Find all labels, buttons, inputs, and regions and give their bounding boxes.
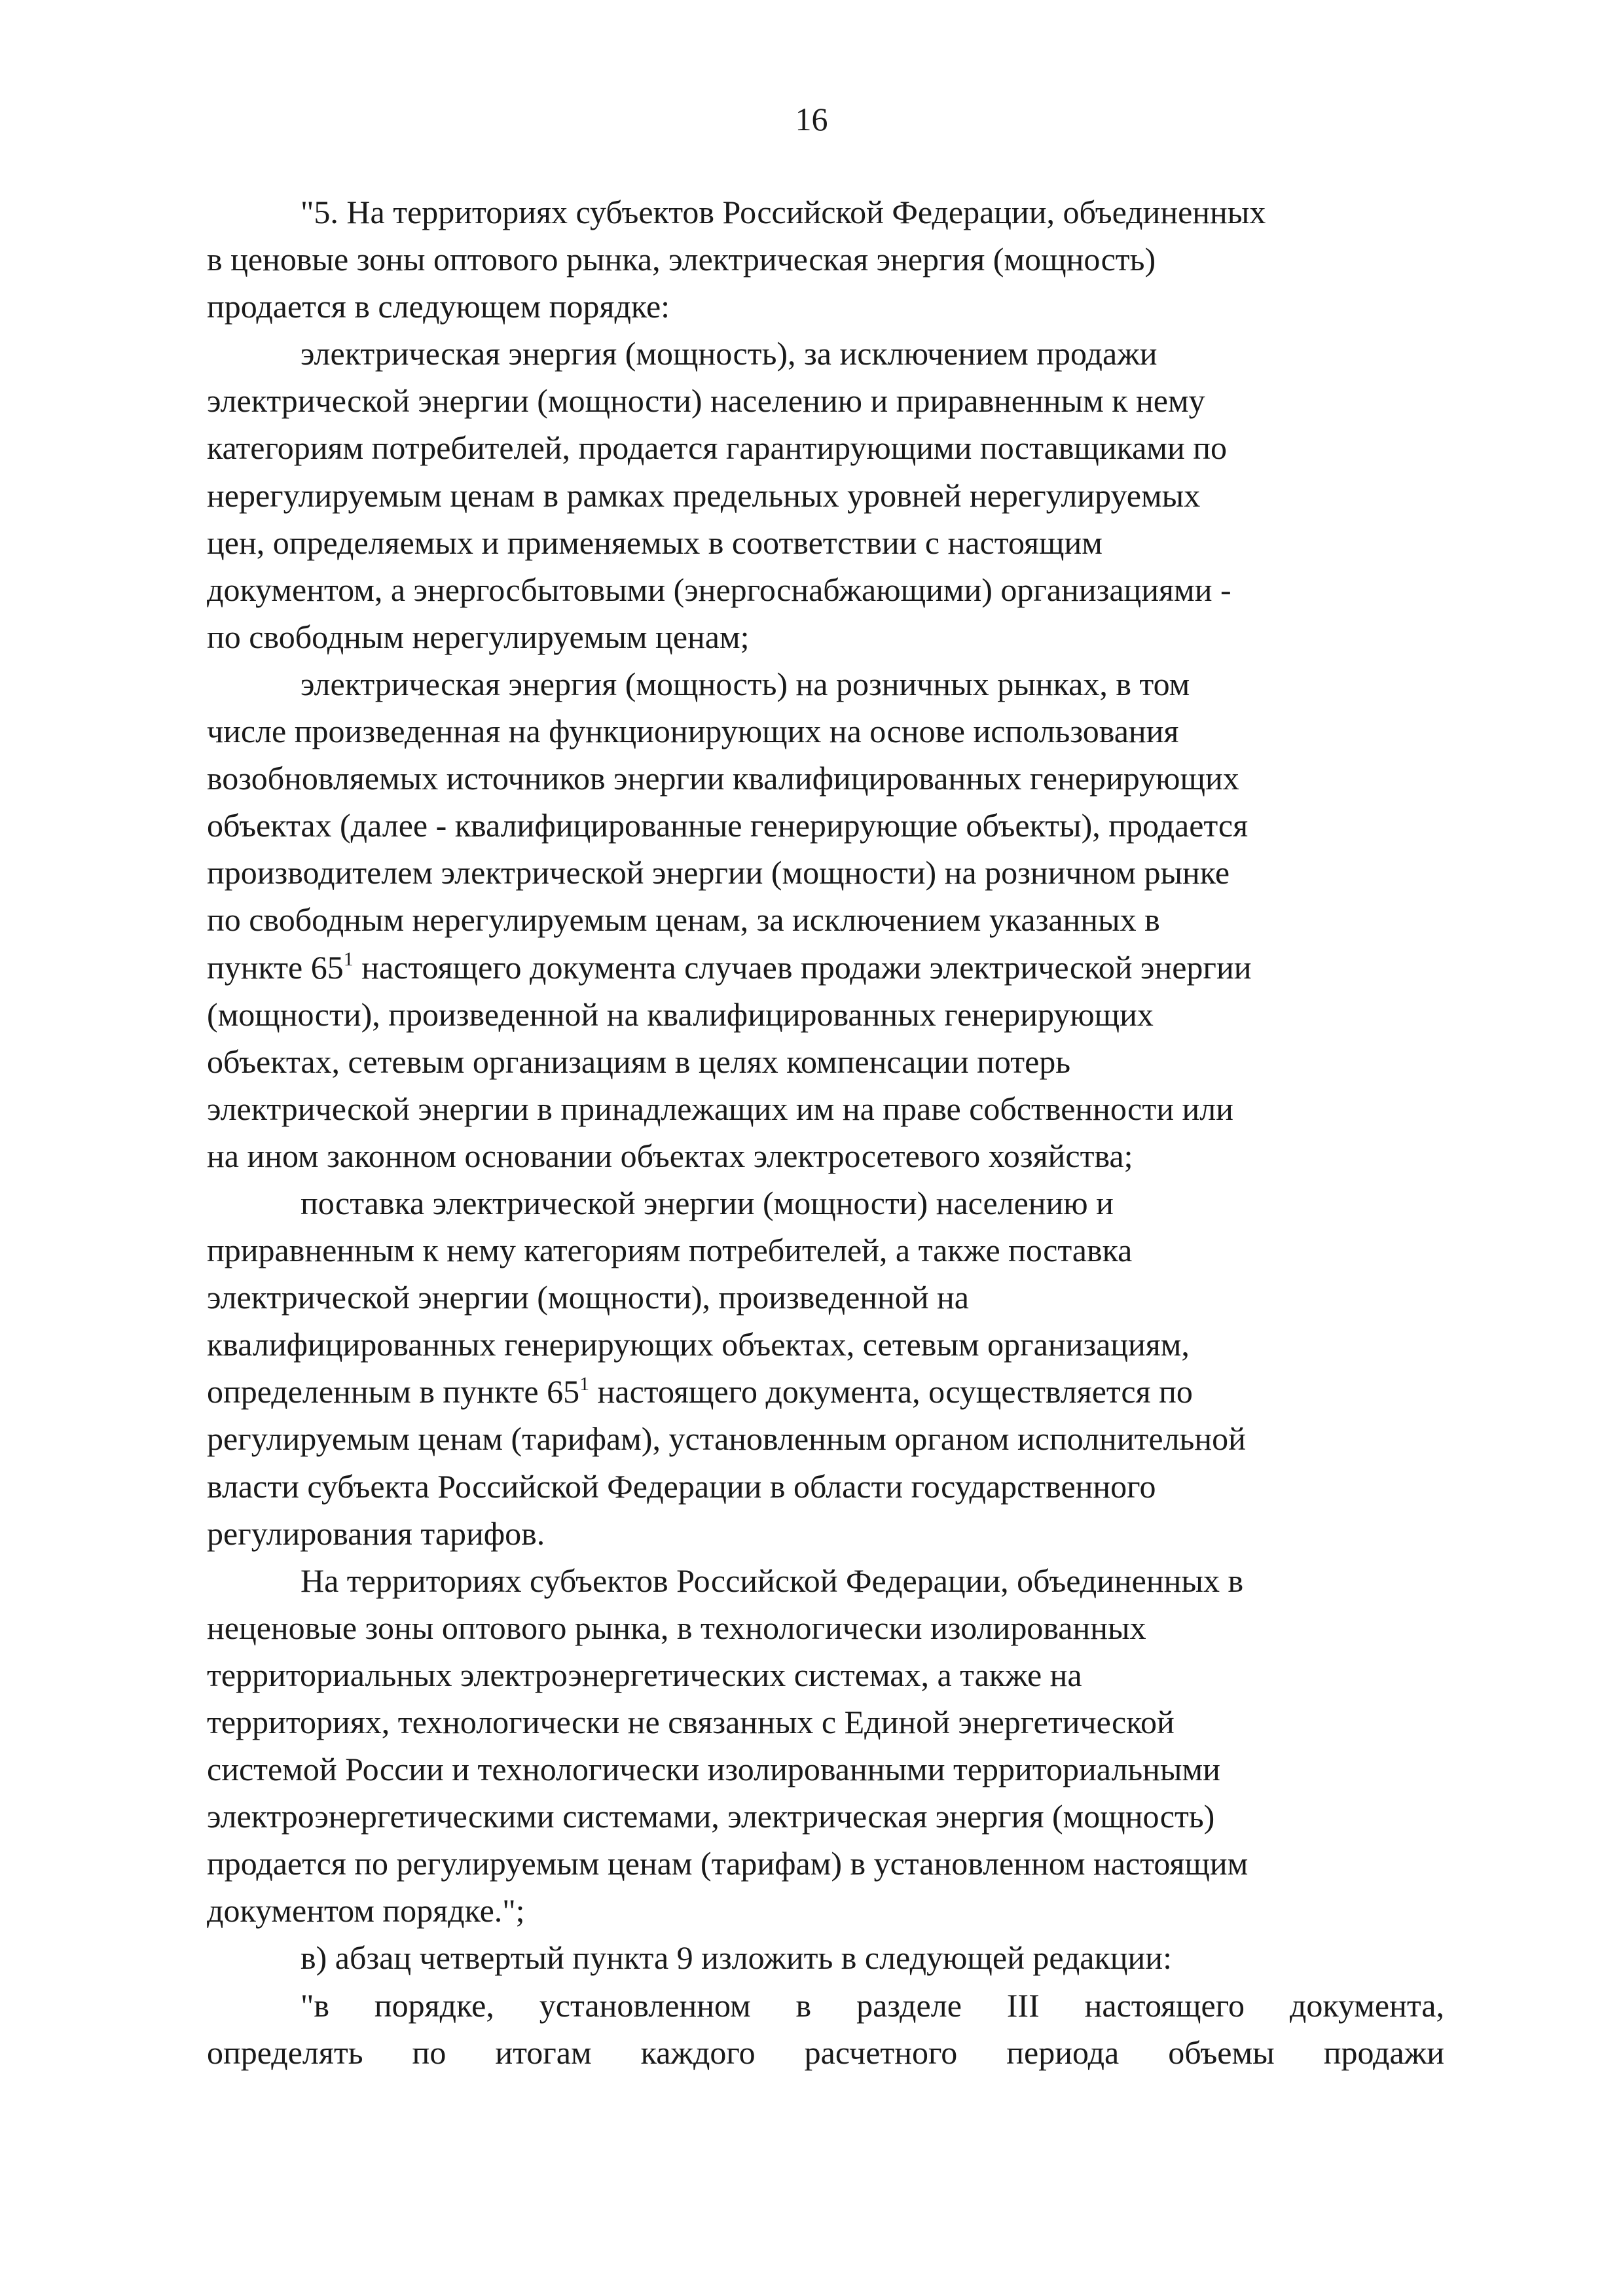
text-line: числе произведенная на функционирующих на основе использования (207, 713, 1179, 750)
text-line: документом, а энергосбытовыми (энергоснабжающими) организациями - (207, 571, 1231, 608)
text-line: цен, определяемых и применяемых в соответствии с настоящим (207, 524, 1103, 561)
text-line: продается в следующем порядке: (207, 288, 670, 325)
text-line: (мощности), произведенной на квалифицированных генерирующих (207, 996, 1154, 1033)
text-line: категориям потребителей, продается гарантирующими поставщиками по (207, 429, 1228, 467)
text-line: объектах (далее - квалифицированные генерирующие объекты), продается (207, 807, 1249, 844)
text-segment: определенным в пункте 65 (207, 1373, 580, 1410)
text-line: электроэнергетическими системами, электрическая энергия (мощность) (207, 1798, 1215, 1835)
text-line: определять по итогам каждого расчетного периода объемы продажи (207, 2034, 1444, 2071)
text-line: электрической энергии (мощности), произведенной на (207, 1279, 969, 1316)
text-segment: настоящего документа, осуществляется по (589, 1373, 1193, 1410)
text-line: продается по регулируемым ценам (тарифам) в установленном настоящим (207, 1845, 1249, 1882)
text-line: неценовые зоны оптового рынка, в технологически изолированных (207, 1609, 1146, 1646)
paragraph-p7 (207, 1982, 1444, 2076)
text-line: регулирования тарифов. (207, 1515, 545, 1552)
text-line: системой России и технологически изолированными территориальными (207, 1751, 1220, 1788)
text-line: "5. На территориях субъектов Российской Федерации, объединенных (301, 194, 1266, 230)
text-line: нерегулируемым ценам в рамках предельных уровней нерегулируемых (207, 476, 1201, 514)
text-line: электрическая энергия (мощность), за исключением продажи (301, 335, 1158, 372)
text-line: "в порядке, установленном в разделе III настоящего документа, (301, 1986, 1444, 2024)
text-line: квалифицированных генерирующих объектах, сетевым организациям, (207, 1326, 1190, 1363)
text-line: на ином законном основании объектах электросетевого хозяйства; (207, 1137, 1133, 1174)
paragraph-p6 (207, 1934, 1444, 1981)
text-line: территориях, технологически не связанных с Единой энергетической (207, 1704, 1175, 1740)
text-line: приравненным к нему категориям потребителей, а также поставка (207, 1232, 1133, 1269)
text-line: документом порядке."; (207, 1892, 525, 1929)
text-line: объектах, сетевым организациям в целях компенсации потерь (207, 1043, 1071, 1080)
text-line: электрическая энергия (мощность) на розничных рынках, в том (301, 665, 1190, 702)
paragraph-p2 (207, 330, 1444, 660)
paragraph-p5 (207, 1557, 1444, 1935)
text-line: в) абзац четвертый пункта 9 изложить в следующей редакции: (301, 1939, 1172, 1977)
text-line (207, 1373, 1193, 1410)
text-line: возобновляемых источников энергии квалифицированных генерирующих (207, 760, 1239, 797)
text-line: по свободным нерегулируемым ценам, за исключением указанных в (207, 901, 1160, 939)
paragraph-p4 (207, 1179, 1444, 1557)
superscript-index: 1 (343, 948, 354, 970)
text-line: по свободным нерегулируемым ценам; (207, 618, 750, 655)
paragraph-p3 (207, 660, 1444, 1179)
text-line: На территориях субъектов Российской Федерации, объединенных в (301, 1562, 1244, 1599)
text-line: регулируемым ценам (тарифам), установленным органом исполнительной (207, 1420, 1246, 1458)
text-segment: пункте 65 (207, 948, 344, 986)
text-line: поставка электрической энергии (мощности) населению и (301, 1184, 1114, 1221)
text-line (207, 949, 1251, 986)
paragraph-p1 (207, 188, 1444, 330)
text-line: в ценовые зоны оптового рынка, электрическая энергия (мощность) (207, 241, 1156, 278)
page-number: 16 (795, 101, 828, 137)
text-line: власти субъекта Российской Федерации в области государственного (207, 1467, 1156, 1505)
text-segment: настоящего документа случаев продажи электрической энергии (353, 948, 1252, 986)
text-line: электрической энергии (мощности) населению и приравненным к нему (207, 382, 1205, 420)
superscript-index: 1 (579, 1372, 590, 1395)
text-line: электрической энергии в принадлежащих им на праве собственности или (207, 1090, 1233, 1127)
text-line: производителем электрической энергии (мощности) на розничном рынке (207, 854, 1230, 891)
text-line: территориальных электроэнергетических системах, а также на (207, 1656, 1082, 1693)
document-body (207, 188, 1444, 2076)
